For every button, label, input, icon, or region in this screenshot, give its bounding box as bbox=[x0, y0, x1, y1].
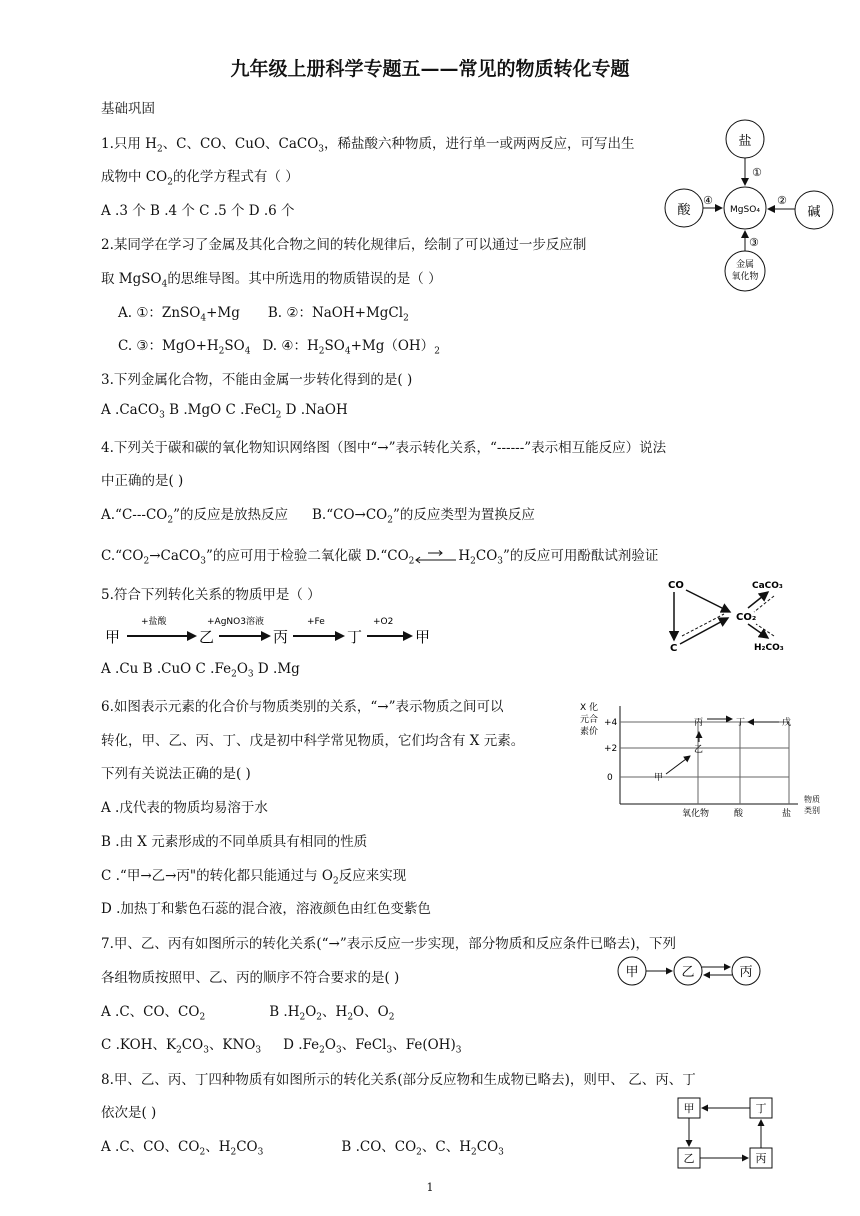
node-jia: 甲 bbox=[683, 1102, 695, 1115]
page-title: 九年级上册科学专题五——常见的物质转化专题 bbox=[230, 58, 630, 80]
node-metal-oxide-a: 金属 bbox=[735, 260, 755, 270]
svg-text:物质: 物质 bbox=[804, 795, 820, 804]
q6-option-c: C .“甲→乙→丙"的转化都只能通过与 $O_2$反应来实现 bbox=[101, 868, 407, 887]
q2-stem-line-2: 取 MgSO$_4$的思维导图。其中所选用的物质错误的是（ ） bbox=[101, 271, 442, 290]
q6-option-d: D .加热丁和紫色石蕊的混合液，溶液颜色由红色变紫色 bbox=[101, 901, 431, 917]
svg-text:④: ④ bbox=[703, 194, 713, 207]
node-bing: 丙 bbox=[755, 1152, 767, 1165]
node-jia: 甲 bbox=[625, 965, 639, 980]
node-co: CO bbox=[668, 580, 684, 591]
point-jia: 甲 bbox=[654, 773, 664, 783]
svg-text:③: ③ bbox=[749, 236, 759, 249]
node-yi: 乙 bbox=[683, 1152, 695, 1165]
chain-node: 甲 bbox=[105, 628, 121, 646]
node-mgso4: MgSO₄ bbox=[730, 205, 760, 215]
q1-options: A .3 个 B .4 个 C .5 个 D .6 个 bbox=[101, 203, 295, 219]
node-h2co3: H₂CO₃ bbox=[754, 643, 784, 653]
q8-options: A .C、CO、$CO_2$、$H_2CO_3$ B .CO、$CO_2$、C、$H_2CO_3$ bbox=[101, 1139, 504, 1158]
q6-option-a: A .戊代表的物质均易溶于水 bbox=[101, 800, 268, 816]
node-c: C bbox=[670, 643, 678, 654]
node-bing: 丙 bbox=[739, 965, 753, 980]
node-co2: CO₂ bbox=[736, 612, 757, 623]
svg-text:类别: 类别 bbox=[804, 806, 820, 815]
q7-stem-line-2: 各组物质按照甲、乙、丙的顺序不符合要求的是( ) bbox=[101, 970, 400, 986]
reversible-arrow-icon bbox=[414, 549, 458, 565]
point-bing: 丙 bbox=[694, 718, 704, 728]
q4-stem-line-1: 4.下列关于碳和碳的氧化物知识网络图（图中“→”表示转化关系，“------”表示相互能反应）说法 bbox=[101, 440, 667, 456]
xtick: 酸 bbox=[734, 809, 744, 818]
q6-stem-line-3: 下列有关说法正确的是( ) bbox=[101, 766, 251, 782]
xtick: 氧化物 bbox=[682, 809, 710, 818]
q4-options-ab: $A.“C---CO_2$”的反应是放热反应 $B.“CO\to CO_2$”的反应类型为置换反应 bbox=[101, 507, 535, 526]
svg-text:元合: 元合 bbox=[580, 715, 599, 725]
chain-node: 丙 bbox=[273, 628, 289, 646]
node-salt: 盐 bbox=[738, 134, 752, 149]
svg-text:①: ① bbox=[752, 166, 762, 179]
carbon-network-diagram bbox=[664, 574, 804, 660]
point-yi: 乙 bbox=[694, 745, 704, 755]
node-metal-oxide-b: 氧化物 bbox=[731, 272, 759, 282]
page-number: 1 bbox=[426, 1181, 434, 1194]
node-acid: 酸 bbox=[677, 203, 691, 218]
chain-node: 乙 bbox=[199, 628, 215, 646]
q8-stem-line-2: 依次是( ) bbox=[101, 1105, 157, 1121]
point-wu: 戊 bbox=[782, 718, 792, 728]
chain-node: 丁 bbox=[347, 628, 363, 646]
section-heading: 基础巩固 bbox=[101, 101, 155, 117]
q1-stem-line-1: 1.只用 $H_2$、C、CO、CuO、CaCO$_3$，稀盐酸六种物质，进行单一或两两反应，可写出生 bbox=[101, 136, 635, 155]
chain-reagent: +盐酸 bbox=[141, 617, 167, 627]
svg-text:②: ② bbox=[777, 194, 787, 207]
q1-stem-line-2: 成物中 $CO_2$的化学方程式有（ ） bbox=[101, 169, 299, 188]
node-ding: 丁 bbox=[755, 1102, 767, 1115]
q3-options: A .CaCO$_3$ B .MgO C .FeCl$_2$ D .NaOH bbox=[101, 402, 348, 421]
node-base: 碱 bbox=[807, 205, 821, 220]
q6-stem-line-1: 6.如图表示元素的化合价与物质类别的关系，“→”表示物质之间可以 bbox=[101, 699, 504, 715]
node-yi: 乙 bbox=[681, 965, 695, 980]
q7-stem-line-1: 7.甲、乙、丙有如图所示的转化关系(“→”表示反应一步实现，部分物质和反应条件已略去)，下列 bbox=[101, 936, 677, 952]
xtick: 盐 bbox=[782, 809, 792, 818]
q2-stem-line-1: 2.某同学在学习了金属及其化合物之间的转化规律后，绘制了可以通过一步反应制 bbox=[101, 237, 587, 253]
ytick: +2 bbox=[604, 744, 618, 754]
q7-options-ab: A .C、CO、$CO_2$ B $.H_2O_2$、$H_2O$、$O_2$ bbox=[101, 1004, 395, 1023]
q4-options-cd: $C.“CO_2\to CaCO_3$”的应可用于检验二氧化碳 $D.“CO_2$ $H_2CO_3$”的反应可用酚酞试剂验证 bbox=[101, 548, 659, 567]
chain-node: 甲 bbox=[415, 628, 431, 646]
q3-stem: 3.下列金属化合物，不能由金属一步转化得到的是( ) bbox=[101, 372, 413, 388]
node-caco3: CaCO₃ bbox=[752, 581, 783, 591]
q2-options-cd: C. ③：$MgO+H_2SO_4$ D. ④：$H_2SO_4+Mg(OH)_2$ bbox=[118, 338, 440, 357]
q2-options-ab: A. ①：ZnSO$_4$+Mg B. ②：NaOH+MgCl$_2$ bbox=[118, 305, 409, 324]
q7-diagram bbox=[612, 954, 772, 992]
valence-class-diagram bbox=[574, 700, 830, 822]
q5-conversion-chain bbox=[101, 610, 441, 656]
chain-reagent: +AgNO3溶液 bbox=[207, 617, 264, 627]
q4-stem-line-2: 中正确的是( ) bbox=[101, 473, 184, 489]
q6-stem-line-2: 转化，甲、乙、丙、丁、戊是初中科学常见物质，它们均含有 X 元素。 bbox=[101, 733, 525, 749]
svg-text:素价: 素价 bbox=[580, 727, 599, 737]
mgso4-mind-map bbox=[660, 118, 840, 300]
q5-stem: 5.符合下列转化关系的物质甲是（ ） bbox=[101, 587, 321, 603]
svg-text:X 化: X 化 bbox=[580, 703, 599, 713]
q6-option-b: B .由 X 元素形成的不同单质具有相同的性质 bbox=[101, 834, 368, 850]
ytick: 0 bbox=[607, 773, 613, 783]
chain-reagent: +O2 bbox=[373, 617, 394, 627]
chain-reagent: +Fe bbox=[307, 617, 325, 627]
q8-stem-line-1: 8.甲、乙、丙、丁四种物质有如图所示的转化关系(部分反应物和生成物已略去)，则甲、 乙、丙、丁 bbox=[101, 1072, 696, 1088]
point-ding: 丁 bbox=[736, 718, 746, 728]
q7-options-cd: C .KOH、$K_2CO_3$、$KNO_3$ D $.Fe_2O_3$、FeCl$_3$、$Fe(OH)_3$ bbox=[101, 1037, 462, 1056]
ytick: +4 bbox=[604, 718, 618, 728]
q8-diagram bbox=[668, 1094, 780, 1178]
q5-options: A .Cu B .CuO C $.Fe_2O_3$ D .Mg bbox=[101, 661, 300, 680]
